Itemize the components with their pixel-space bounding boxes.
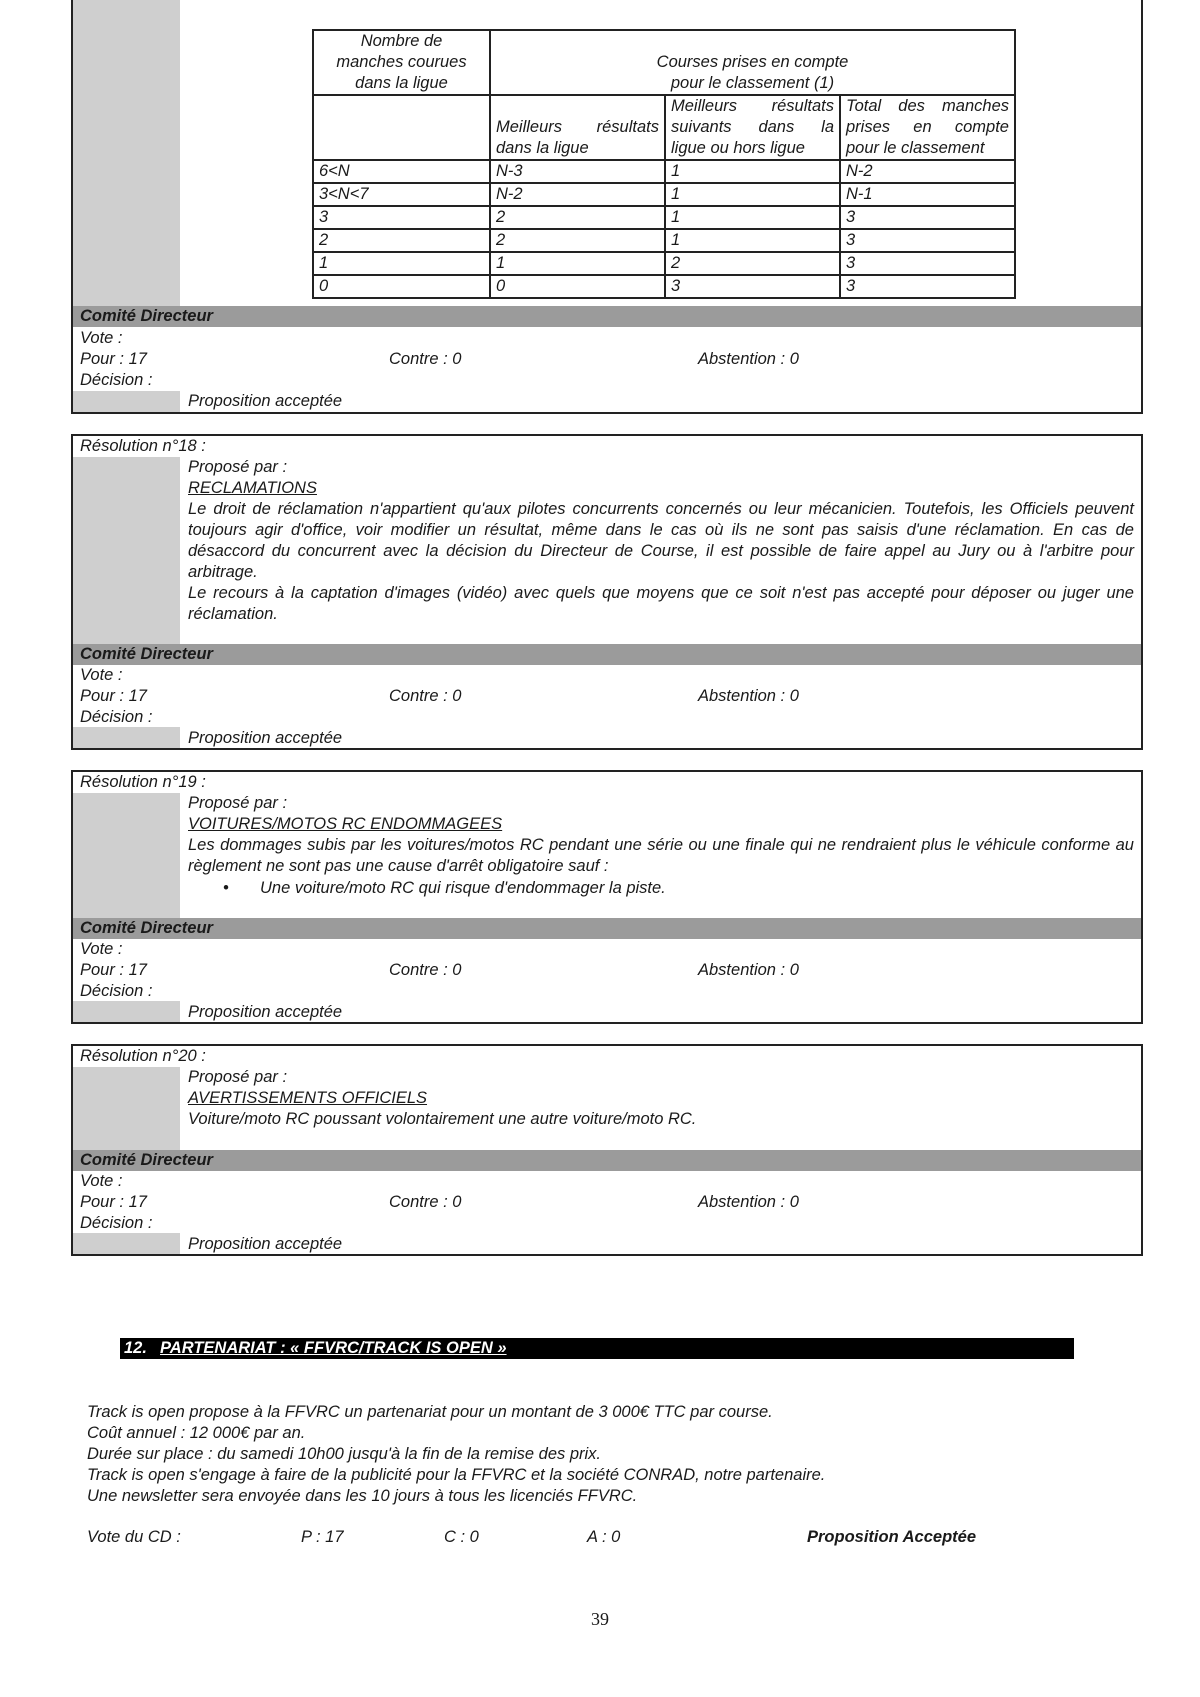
table-cell: 1 (665, 229, 840, 252)
gray-gutter-small (73, 1233, 180, 1254)
gray-gutter-small (73, 727, 180, 748)
header-line: Courses prises en compte (656, 53, 849, 71)
header-line: pour le classement (1) (670, 74, 835, 92)
partenariat-line: Durée sur place : du samedi 10h00 jusqu'à la fin de la remise des prix. (87, 1445, 602, 1463)
bullet-text: Une voiture/moto RC qui risque d'endommager la piste. (260, 879, 666, 897)
header-line: suivants dans la (671, 118, 834, 136)
table-cell: 0 (313, 275, 490, 298)
resolution-heading: AVERTISSEMENTS OFFICIELS (188, 1089, 428, 1107)
comite-directeur-band (73, 306, 1141, 327)
section-12-heading (120, 1338, 1074, 1359)
band-label: Comité Directeur (80, 1151, 213, 1169)
table-cell: N-1 (840, 183, 1015, 206)
resolution-text: Voiture/moto RC poussant volontairement une autre voiture/moto RC. (188, 1110, 697, 1128)
table-cell: 3 (840, 252, 1015, 275)
header-line: dans la ligue (355, 74, 448, 92)
table-cell: 1 (490, 252, 665, 275)
decision-result: Proposition acceptée (188, 1003, 343, 1021)
resolution-18-block (71, 434, 1143, 750)
table-row (313, 252, 1015, 275)
propose-par: Proposé par : (188, 794, 288, 812)
gray-gutter (73, 457, 180, 644)
partenariat-line: Une newsletter sera envoyée dans les 10 jours à tous les licenciés FFVRC. (87, 1487, 638, 1505)
pour-count: Pour : 17 (80, 687, 147, 705)
contre-count: Contre : 0 (389, 350, 462, 368)
partenariat-line: Track is open propose à la FFVRC un partenariat pour un montant de 3 000€ TTC par course. (87, 1403, 773, 1421)
table-row (313, 183, 1015, 206)
table-row (313, 275, 1015, 298)
table-cell: 6<N (313, 160, 490, 183)
abstention-count: Abstention : 0 (698, 687, 799, 705)
header-line: Meilleurs résultats (671, 97, 834, 115)
header-line: pour le classement (846, 139, 985, 157)
subheader-total-manches (840, 95, 1015, 160)
cd-vote-abstention: A : 0 (587, 1528, 621, 1546)
partenariat-line: Track is open s'engage à faire de la publicité pour la FFVRC et la société CONRAD, notre partenaire. (87, 1466, 826, 1484)
resolution-title: Résolution n°18 : (80, 437, 206, 455)
comite-directeur-band (73, 644, 1141, 665)
header-courses-prises (490, 30, 1015, 95)
decision-result: Proposition acceptée (188, 392, 343, 410)
resolution-19-block (71, 770, 1143, 1024)
table-cell: 3 (840, 229, 1015, 252)
propose-par: Proposé par : (188, 1068, 288, 1086)
band-label: Comité Directeur (80, 919, 213, 937)
contre-count: Contre : 0 (389, 1193, 462, 1211)
header-line: manches courues (336, 53, 467, 71)
pour-count: Pour : 17 (80, 961, 147, 979)
header-line: dans la ligue (496, 139, 589, 157)
abstention-count: Abstention : 0 (698, 350, 799, 368)
ranking-table (312, 29, 1016, 299)
vote-label: Vote : (80, 1172, 123, 1190)
resolution-heading: RECLAMATIONS (188, 479, 317, 497)
table-cell: 3 (665, 275, 840, 298)
cd-vote-pour: P : 17 (301, 1528, 344, 1546)
abstention-count: Abstention : 0 (698, 1193, 799, 1211)
header-line: ligue ou hors ligue (671, 139, 805, 157)
resolution-17-block (71, 0, 1143, 414)
table-row (313, 229, 1015, 252)
decision-label: Décision : (80, 1214, 153, 1232)
table-cell: 3 (840, 206, 1015, 229)
abstention-count: Abstention : 0 (698, 961, 799, 979)
header-line: prises en compte (846, 118, 1009, 136)
table-cell: 3 (313, 206, 490, 229)
table-cell: 2 (490, 229, 665, 252)
decision-label: Décision : (80, 371, 153, 389)
table-row (313, 206, 1015, 229)
table-cell: 3 (840, 275, 1015, 298)
bullet-dot: • (223, 879, 229, 897)
section-title: PARTENARIAT : « FFVRC/TRACK IS OPEN » (160, 1339, 507, 1357)
table-cell: 0 (490, 275, 665, 298)
band-label: Comité Directeur (80, 307, 213, 325)
table-cell: 2 (490, 206, 665, 229)
header-empty-cell (313, 95, 490, 160)
gray-gutter-small (73, 1001, 180, 1022)
table-row (313, 160, 1015, 183)
comite-directeur-band (73, 1150, 1141, 1171)
resolution-text: Les dommages subis par les voitures/motos RC pendant une série ou une finale qui ne rendraient plus le véhicule conforme au règlement ne sont pas une cause d'arrêt obligatoire sauf : (188, 836, 1134, 875)
table-cell: 3<N<7 (313, 183, 490, 206)
header-nombre-manches (313, 30, 490, 95)
decision-label: Décision : (80, 708, 153, 726)
page-number: 39 (591, 1609, 609, 1629)
resolution-20-block (71, 1044, 1143, 1256)
pour-count: Pour : 17 (80, 1193, 147, 1211)
table-cell: 1 (665, 183, 840, 206)
subheader-meilleurs-suivants (665, 95, 840, 160)
propose-par: Proposé par : (188, 458, 288, 476)
decision-result: Proposition acceptée (188, 1235, 343, 1253)
partenariat-line: Coût annuel : 12 000€ par an. (87, 1424, 306, 1442)
table-cell: N-2 (490, 183, 665, 206)
subheader-meilleurs-ligue (490, 95, 665, 160)
resolution-title: Résolution n°19 : (80, 773, 206, 791)
band-label: Comité Directeur (80, 645, 213, 663)
vote-label: Vote : (80, 666, 123, 684)
header-line: Total des manches (846, 97, 1009, 115)
table-cell: N-2 (840, 160, 1015, 183)
decision-label: Décision : (80, 982, 153, 1000)
table-cell: 1 (665, 160, 840, 183)
cd-vote-result: Proposition Acceptée (807, 1528, 977, 1546)
table-cell: 2 (665, 252, 840, 275)
gray-gutter-small (73, 391, 180, 412)
pour-count: Pour : 17 (80, 350, 147, 368)
resolution-heading: VOITURES/MOTOS RC ENDOMMAGEES (188, 815, 503, 833)
comite-directeur-band (73, 918, 1141, 939)
resolution-text-2: Le recours à la captation d'images (vidéo) avec quels que moyens que ce soit n'est pas accepté pour déposer ou juger une réclamation. (188, 584, 1134, 623)
table-cell: N-3 (490, 160, 665, 183)
cd-vote-label: Vote du CD : (87, 1528, 181, 1546)
table-cell: 1 (665, 206, 840, 229)
vote-label: Vote : (80, 940, 123, 958)
contre-count: Contre : 0 (389, 961, 462, 979)
section-number: 12. (124, 1339, 147, 1357)
cd-vote-contre: C : 0 (444, 1528, 479, 1546)
resolution-title: Résolution n°20 : (80, 1047, 206, 1065)
contre-count: Contre : 0 (389, 687, 462, 705)
resolution-text: Le droit de réclamation n'appartient qu'aux pilotes concurrents concernés ou leur mécanicien. Toutefois, les Officiels peuvent toujours agir d'office, voir modifier un résultat, même dans le cas où ils ne sont pas saisis d'une réclamation. En cas de désaccord du concurrent avec la décision du Directeur de Course, il est possible de faire appel au Jury ou à l'arbitre pour arbitrage. (188, 500, 1134, 581)
header-line: Meilleurs résultats (496, 118, 659, 136)
gray-gutter (73, 0, 180, 306)
table-cell: 1 (313, 252, 490, 275)
table-cell: 2 (313, 229, 490, 252)
vote-label: Vote : (80, 329, 123, 347)
decision-result: Proposition acceptée (188, 729, 343, 747)
header-line: Nombre de (360, 32, 443, 50)
